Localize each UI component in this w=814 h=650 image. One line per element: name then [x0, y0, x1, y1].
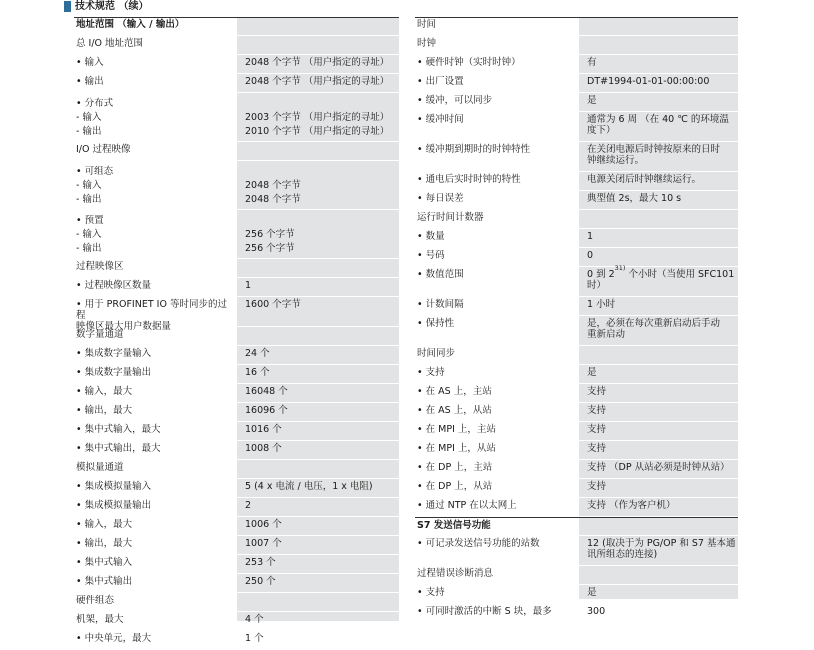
spec-label: • 可同时激活的中断 S 块，最多 — [417, 606, 552, 617]
spec-value: 24 个 — [245, 348, 270, 359]
spec-label: • 在 DP 上，主站 — [417, 462, 493, 473]
spec-value: 16 个 — [245, 367, 270, 378]
right-spec-row — [415, 248, 738, 267]
spec-label: • 可组态 - 输入 - 输出 — [76, 166, 114, 205]
spec-label: • 缓冲时间 — [417, 114, 464, 125]
spec-value: 支持 — [587, 386, 607, 397]
left-spec-row — [74, 17, 399, 36]
section-title: 技术规范 （续） — [75, 1, 149, 12]
spec-value: 1007 个 — [245, 538, 282, 549]
spec-label: 时间 — [417, 19, 437, 30]
spec-value: 在关闭电源后时钟按原来的日时 钟继续运行。 — [587, 144, 721, 166]
spec-value: 253 个 — [245, 557, 276, 568]
right-spec-row — [415, 74, 738, 93]
right-spec-column — [415, 17, 738, 617]
spec-label: • 在 MPI 上，主站 — [417, 424, 496, 435]
right-spec-row — [415, 191, 738, 210]
right-spec-row — [415, 403, 738, 422]
spec-value: 2048 个字节 2048 个字节 — [245, 180, 301, 205]
spec-label: • 分布式 - 输入 - 输出 — [76, 98, 114, 137]
spec-label: • 集中式输出 — [76, 576, 133, 587]
spec-value: 有 — [587, 57, 597, 68]
left-spec-row — [74, 161, 399, 210]
spec-label: 机架，最大 — [76, 614, 124, 625]
spec-label: • 保持性 — [417, 318, 455, 329]
left-spec-row — [74, 441, 399, 460]
spec-label: • 输出，最大 — [76, 405, 133, 416]
spec-label: • 过程映像区数量 — [76, 280, 152, 291]
spec-label: • 号码 — [417, 250, 445, 261]
spec-label: • 在 MPI 上，从站 — [417, 443, 496, 454]
right-spec-row — [415, 365, 738, 384]
right-spec-row — [415, 422, 738, 441]
spec-label: • 集中式输入，最大 — [76, 424, 161, 435]
right-spec-row — [415, 297, 738, 316]
left-spec-row — [74, 55, 399, 74]
spec-label: • 数值范围 — [417, 269, 464, 280]
left-spec-row — [74, 297, 399, 332]
spec-value: 2048 个字节 （用户指定的寻址） — [245, 57, 390, 68]
spec-value: 是 — [587, 367, 597, 378]
spec-value: 是 — [587, 95, 597, 106]
left-spec-table — [74, 17, 399, 650]
left-spec-row — [74, 498, 399, 517]
right-spec-row — [415, 36, 738, 55]
left-spec-row — [74, 460, 399, 479]
spec-label: • 支持 — [417, 587, 445, 598]
right-spec-row — [415, 112, 738, 142]
spec-label: I/O 过程映像 — [76, 144, 131, 155]
left-spec-row — [74, 574, 399, 593]
spec-value: 0 到 2$^{31)}$ 个小时（当使用 SFC101 时） — [587, 263, 735, 291]
left-spec-row — [74, 536, 399, 555]
spec-label: 运行时间计数器 — [417, 212, 484, 223]
spec-value: 是，必须在每次重新启动后手动 重新启动 — [587, 318, 721, 340]
spec-value: 12 (取决于为 PG/OP 和 S7 基本通 讯所组态的连接) — [587, 538, 736, 560]
right-spec-row — [415, 460, 738, 479]
spec-label: • 中央单元，最大 — [76, 633, 152, 644]
left-spec-row — [74, 93, 399, 142]
left-spec-row — [74, 365, 399, 384]
left-spec-row — [74, 384, 399, 403]
left-spec-row — [74, 278, 399, 297]
right-spec-row — [415, 93, 738, 112]
spec-label: • 硬件时钟（实时时钟） — [417, 57, 521, 68]
left-spec-column — [74, 17, 399, 644]
spec-value: 0 — [587, 250, 594, 261]
spec-label: 过程错误诊断消息 — [417, 568, 494, 579]
spec-value: 256 个字节 256 个字节 — [245, 229, 295, 254]
spec-value: 支持 （DP 从站必须是时钟从站） — [587, 462, 730, 473]
right-spec-row — [415, 210, 738, 229]
right-spec-row — [415, 566, 738, 585]
spec-value: 16048 个 — [245, 386, 288, 397]
right-spec-row — [415, 142, 738, 172]
spec-value: 1 — [587, 231, 594, 242]
right-spec-row — [415, 479, 738, 498]
spec-label: • 通电后实时时钟的特性 — [417, 174, 521, 185]
spec-value: 2048 个字节 （用户指定的寻址） — [245, 76, 390, 87]
spec-value: DT#1994-01-01-00:00:00 — [587, 76, 710, 87]
spec-value: 1008 个 — [245, 443, 282, 454]
left-spec-row — [74, 36, 399, 55]
spec-value: 4 个 — [245, 614, 264, 625]
spec-label: • 数量 — [417, 231, 445, 242]
right-spec-row — [415, 17, 738, 36]
right-spec-row — [415, 229, 738, 248]
spec-value: 2003 个字节 （用户指定的寻址） 2010 个字节 （用户指定的寻址） — [245, 112, 390, 137]
spec-value: 典型值 2s，最大 10 s — [587, 193, 682, 204]
left-spec-row — [74, 327, 399, 346]
right-spec-row — [415, 55, 738, 74]
spec-value: 1 小时 — [587, 299, 616, 310]
left-spec-row — [74, 142, 399, 161]
right-spec-row — [415, 498, 738, 517]
spec-label: • 可记录发送信号功能的站数 — [417, 538, 540, 549]
left-spec-row — [74, 631, 399, 650]
spec-value: 250 个 — [245, 576, 276, 587]
spec-label: 时钟 — [417, 38, 437, 49]
spec-label: • 缓冲期到期时的时钟特性 — [417, 144, 531, 155]
spec-value: 1 个 — [245, 633, 264, 644]
spec-label: • 在 AS 上，从站 — [417, 405, 492, 416]
spec-value: 支持 — [587, 481, 607, 492]
spec-label: S7 发送信号功能 — [417, 520, 491, 531]
spec-label: • 缓冲，可以同步 — [417, 95, 493, 106]
left-spec-row — [74, 555, 399, 574]
spec-label: • 输入，最大 — [76, 386, 133, 397]
left-spec-row — [74, 259, 399, 278]
section-header — [64, 0, 744, 14]
right-spec-row — [415, 517, 738, 536]
spec-label: 模拟量通道 — [76, 462, 124, 473]
right-spec-row — [415, 384, 738, 403]
spec-label: • 输出 — [76, 76, 104, 87]
right-spec-row — [415, 585, 738, 604]
spec-label: 地址范围 （输入 / 输出） — [76, 19, 185, 30]
spec-label: • 在 DP 上，从站 — [417, 481, 493, 492]
spec-label: • 支持 — [417, 367, 445, 378]
left-spec-row — [74, 74, 399, 93]
left-spec-row — [74, 593, 399, 612]
spec-value: 16096 个 — [245, 405, 288, 416]
right-spec-row — [415, 172, 738, 191]
spec-value: 支持 （作为客户机） — [587, 500, 676, 511]
spec-value: 通常为 6 周 （在 40 ℃ 的环境温 度下） — [587, 114, 729, 136]
section-marker — [64, 1, 71, 12]
spec-value: 支持 — [587, 405, 607, 416]
left-spec-row — [74, 403, 399, 422]
spec-value: 1 — [245, 280, 252, 291]
spec-label: • 集成数字量输出 — [76, 367, 152, 378]
right-spec-row — [415, 346, 738, 365]
spec-label: • 预置 - 输入 - 输出 — [76, 215, 104, 254]
spec-label: • 集中式输出，最大 — [76, 443, 161, 454]
spec-label: 硬件组态 — [76, 595, 115, 606]
spec-value: 支持 — [587, 443, 607, 454]
left-spec-row — [74, 517, 399, 536]
right-spec-table — [415, 17, 738, 623]
spec-label: • 输入 — [76, 57, 104, 68]
left-spec-row — [74, 422, 399, 441]
spec-value: 1600 个字节 — [245, 299, 301, 310]
spec-label: • 用于 PROFINET IO 等时同步的过程 映像区最大用户数据量 — [76, 299, 227, 332]
spec-label: 总 I/O 地址范围 — [76, 38, 144, 49]
left-spec-row — [74, 210, 399, 259]
left-spec-row — [74, 346, 399, 365]
spec-value: 电源关闭后时钟继续运行。 — [587, 174, 702, 185]
spec-value: 2 — [245, 500, 252, 511]
right-spec-row — [415, 316, 738, 346]
spec-label: • 集成模拟量输入 — [76, 481, 152, 492]
spec-label: 过程映像区 — [76, 261, 124, 272]
right-section-rule — [415, 517, 738, 518]
spec-value: 5 (4 x 电流 / 电压，1 x 电阻) — [245, 481, 373, 492]
spec-label: 时间同步 — [417, 348, 456, 359]
left-spec-row — [74, 612, 399, 631]
spec-label: • 每日误差 — [417, 193, 464, 204]
spec-label: • 集成模拟量输出 — [76, 500, 152, 511]
right-spec-row — [415, 263, 738, 297]
spec-label: • 输入，最大 — [76, 519, 133, 530]
spec-label: • 计数间隔 — [417, 299, 464, 310]
spec-value: 1006 个 — [245, 519, 282, 530]
spec-value: 300 — [587, 606, 606, 617]
spec-label: • 出厂设置 — [417, 76, 464, 87]
spec-value: 是 — [587, 587, 597, 598]
spec-label: • 在 AS 上，主站 — [417, 386, 492, 397]
spec-value: 支持 — [587, 424, 607, 435]
spec-label: • 集成数字量输入 — [76, 348, 152, 359]
right-spec-row — [415, 441, 738, 460]
spec-label: 数字量通道 — [76, 329, 124, 340]
spec-label: • 集中式输入 — [76, 557, 133, 568]
spec-value: 1016 个 — [245, 424, 282, 435]
right-spec-row — [415, 536, 738, 566]
left-spec-row — [74, 479, 399, 498]
spec-label: • 输出，最大 — [76, 538, 133, 549]
spec-label: • 通过 NTP 在以太网上 — [417, 500, 517, 511]
right-spec-row — [415, 604, 738, 623]
